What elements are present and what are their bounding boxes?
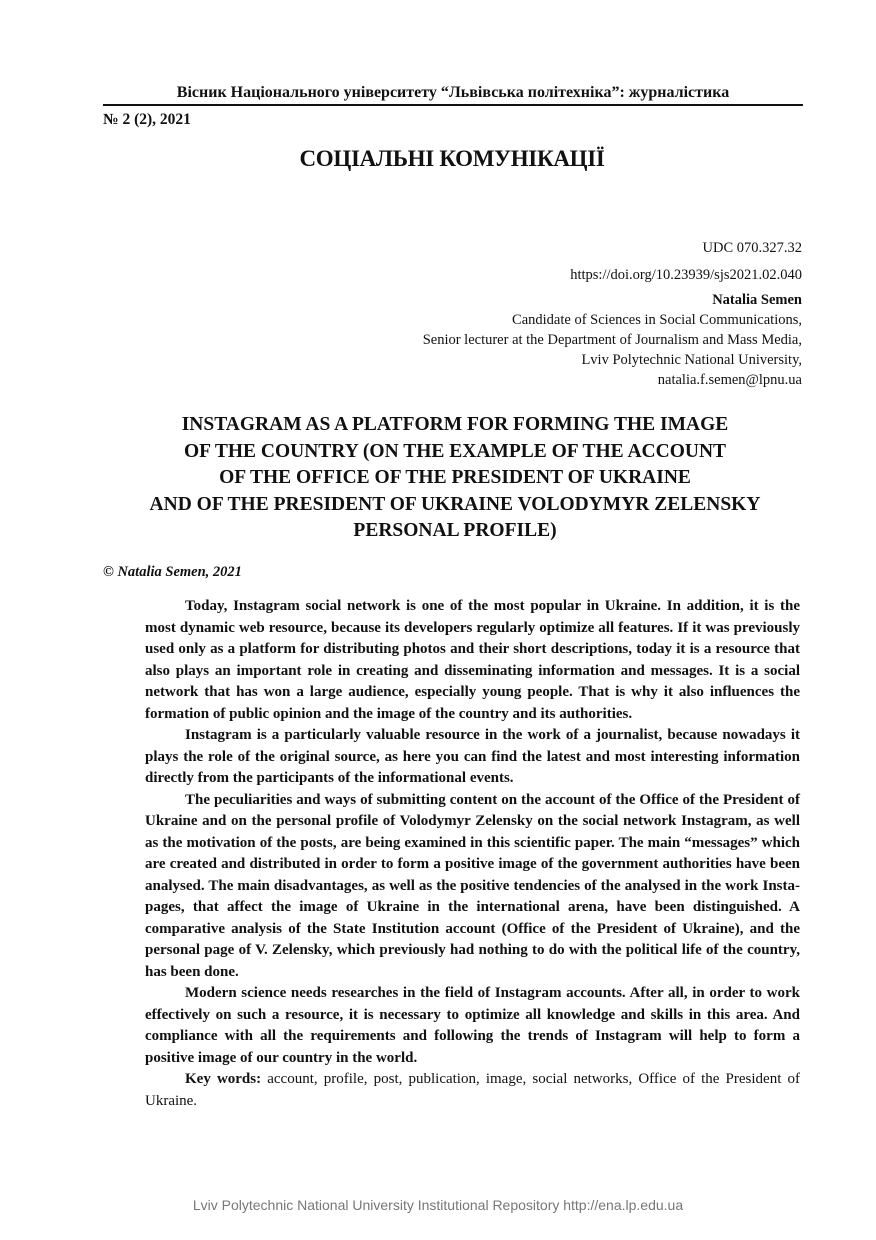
issue-number: № 2 (2), 2021	[103, 111, 191, 128]
keywords	[145, 1069, 800, 1112]
title-line: OF THE OFFICE OF THE PRESIDENT OF UKRAINE	[219, 467, 691, 488]
title-line: OF THE COUNTRY (ON THE EXAMPLE OF THE ACCOUNT	[183, 440, 727, 462]
paper-title	[110, 412, 800, 545]
abstract-paragraph: Instagram is a particularly valuable resource in the work of a journalist, because nowadays it plays the role of the original source, as here you can find the latest and most interesting information directly from the participants of the informational events.	[145, 727, 800, 786]
doi-link[interactable]: https://doi.org/10.23939/sjs2021.02.040	[570, 267, 802, 283]
author-affiliation: Candidate of Sciences in Social Communications,	[512, 312, 802, 328]
author-email[interactable]: natalia.f.semen@lpnu.ua	[657, 372, 802, 388]
author-name: Natalia Semen	[712, 292, 802, 308]
copyright: © Natalia Semen, 2021	[103, 564, 242, 580]
abstract	[145, 596, 800, 1112]
abstract-paragraph: Modern science needs researches in the field of Instagram accounts. After all, in order to work effectively on such a resource, it is necessary to optimize all knowledge and skills in this area. And compliance with all the requirements and following the trends of Instagram will help to form a positive image of our country in the world.	[145, 985, 800, 1066]
keywords-text: account, profile, post, publication, image, social networks, Office of the President of Ukraine.	[145, 1071, 800, 1109]
abstract-paragraph: Today, Instagram social network is one of the most popular in Ukraine. In addition, it is the most dynamic web resource, because its developers regularly optimize all features. If it was previously used only as a platform for distributing photos and their short descriptions, today it is a resource that also plays an important role in creating and disseminating information and messages. It is a social network that has won a large audience, especially young people. That is why it also influences the formation of public opinion and the image of the country and its authorities.	[145, 598, 800, 722]
title-line: AND OF THE PRESIDENT OF UKRAINE VOLODYMYR ZELENSKY	[149, 493, 761, 515]
title-line: INSTAGRAM AS A PLATFORM FOR FORMING THE IMAGE	[181, 414, 729, 435]
repository-footer: Lviv Polytechnic National University Institutional Repository http://ena.lp.edu.ua	[192, 1197, 684, 1213]
author-affiliation: Lviv Polytechnic National University,	[581, 352, 802, 368]
udc-code: UDC 070.327.32	[702, 240, 802, 256]
author-block	[423, 290, 802, 390]
journal-header: Вісник Національного університету “Львівська політехніка”: журналістика	[176, 84, 730, 101]
header-rule	[103, 104, 803, 106]
title-line: PERSONAL PROFILE)	[353, 520, 557, 541]
section-title: СОЦІАЛЬНІ КОМУНІКАЦІЇ	[299, 146, 605, 171]
abstract-paragraph: The peculiarities and ways of submitting content on the account of the Office of the President of Ukraine and on the personal profile of Volodymyr Zelensky on the social network Instagram, as well as the motivation of the posts, are being examined in this scientific paper. The main “messages” which are created and distributed in order to form a positive image of the government authorities have been analysed. The main disadvantages, as well as the positive tendencies of the analysed in the work Insta-pages, that affect the image of Ukraine in the international arena, have been distinguished. A comparative analysis of the State Institution account (Office of the President of Ukraine), and the personal page of V. Zelensky, which previously had nothing to do with the political life of the country, has been done.	[145, 791, 800, 980]
keywords-label: Key words:	[185, 1071, 262, 1087]
author-affiliation: Senior lecturer at the Department of Journalism and Mass Media,	[422, 332, 802, 348]
